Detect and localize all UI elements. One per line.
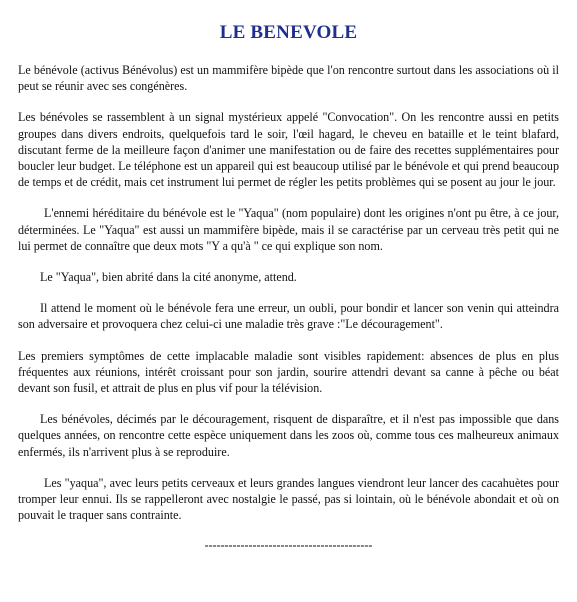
paragraph-yaqua-waits: Le "Yaqua", bien abrité dans la cité anonyme, attend. (40, 270, 297, 285)
paragraph-venin: Il attend le moment où le bénévole fera une erreur, un oubli, pour bondir et lancer son venin qui atteindra son adversaire et provoquera chez celui-ci une maladie très grave :"Le découragement". (18, 301, 559, 332)
paragraph-yaqua-enemy: L'ennemi héréditaire du bénévole est le "Yaqua" (nom populaire) dont les origines n'ont pu être, à ce jour, déterminées. Le "Yaqua" est aussi un mammifère bipède, mais il se caractérise par un cerveau très petit qui ne lui permet de connaître que deux mots "Y a qu'à " ce qui explique son nom. (18, 206, 559, 253)
paragraph-conclusion: Les "yaqua", avec leurs petits cerveaux et leurs grandes langues viendront leur lancer des cacahuètes pour tromper leur ennui. Ils se rappelleront avec nostalgie le passé, pas si lointain, où le bénévole abondait et où on pouvait le traquer sans contrainte. (18, 475, 559, 523)
paragraph-intro: Le bénévole (activus Bénévolus) est un mammifère bipède que l'on rencontre surtout dans les associations où il peut se réunir avec ses congénères. (18, 63, 559, 94)
separator-line: ------------------------------------------ (204, 538, 373, 553)
document-page (18, 22, 559, 553)
paragraph-convocation: Les bénévoles se rassemblent à un signal mystérieux appelé "Convocation". On les rencontre aussi en petits groupes dans divers endroits, quelquefois tard le soir, l'œil hagard, le cheveu en bataille et le teint blafard, discutant ferme de la meilleure façon d'animer une manifestation ou de faire des recettes supplémentaires pour boucler leur budget. Le téléphone est un appareil qui est beaucoup utilisé par le bénévole et qui prend beaucoup de temps et de crédit, mais cet instrument lui permet de régler les petits problèmes qui se posent au jour le jour. (18, 110, 559, 190)
paragraph-decimated: Les bénévoles, décimés par le découragement, risquent de disparaître, et il n'est pas impossible que dans quelques années, on rencontre cette espèce uniquement dans les zoos où, comme tous ces malheureux animaux enfermés, ils n'arrivent plus à se reproduire. (18, 412, 559, 459)
paragraph-symptoms: Les premiers symptômes de cette implacable maladie sont visibles rapidement: absences de plus en plus fréquentes aux réunions, intérêt croissant pour son jardin, sourire attendri devant sa canne à pêche ou béat devant son fusil, et attrait de plus en plus vif pour la télévision. (18, 348, 559, 396)
document-title: LE BENEVOLE (219, 22, 358, 43)
